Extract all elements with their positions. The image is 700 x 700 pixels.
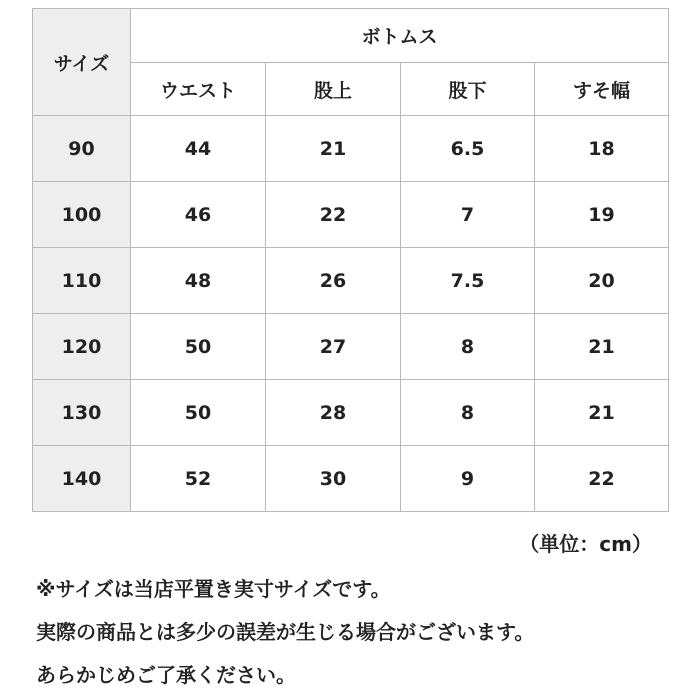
table-row bbox=[33, 314, 669, 380]
note-line: 実際の商品とは多少の誤差が生じる場合がございます。 bbox=[36, 620, 535, 644]
hem-width-cell: 20 bbox=[535, 248, 669, 314]
inseam-cell: 9 bbox=[401, 446, 535, 512]
table-row bbox=[33, 446, 669, 512]
inseam-cell: 7 bbox=[401, 182, 535, 248]
inseam-cell: 8 bbox=[401, 380, 535, 446]
column-header-rise: 股上 bbox=[266, 63, 401, 116]
size-cell: 100 bbox=[33, 182, 131, 248]
inseam-cell: 7.5 bbox=[401, 248, 535, 314]
waist-cell: 50 bbox=[131, 314, 266, 380]
size-header: サイズ bbox=[33, 9, 131, 116]
rise-cell: 22 bbox=[266, 182, 401, 248]
table-row bbox=[33, 380, 669, 446]
hem-width-cell: 21 bbox=[535, 314, 669, 380]
table-row bbox=[33, 248, 669, 314]
column-header-inseam: 股下 bbox=[401, 63, 535, 116]
notes-block bbox=[36, 568, 534, 697]
hem-width-cell: 22 bbox=[535, 446, 669, 512]
table-row bbox=[33, 182, 669, 248]
column-header-hem-width: すそ幅 bbox=[535, 63, 669, 116]
unit-note: （単位：cm） bbox=[519, 532, 652, 556]
inseam-cell: 6.5 bbox=[401, 116, 535, 182]
rise-cell: 28 bbox=[266, 380, 401, 446]
waist-cell: 46 bbox=[131, 182, 266, 248]
waist-cell: 52 bbox=[131, 446, 266, 512]
rise-cell: 27 bbox=[266, 314, 401, 380]
rise-cell: 21 bbox=[266, 116, 401, 182]
rise-cell: 26 bbox=[266, 248, 401, 314]
size-cell: 120 bbox=[33, 314, 131, 380]
size-cell: 140 bbox=[33, 446, 131, 512]
bottoms-header: ボトムス bbox=[131, 9, 669, 63]
hem-width-cell: 18 bbox=[535, 116, 669, 182]
size-cell: 130 bbox=[33, 380, 131, 446]
note-line: あらかじめご了承ください。 bbox=[36, 663, 296, 687]
size-table bbox=[32, 8, 669, 512]
size-cell: 90 bbox=[33, 116, 131, 182]
rise-cell: 30 bbox=[266, 446, 401, 512]
column-header-waist: ウエスト bbox=[131, 63, 266, 116]
inseam-cell: 8 bbox=[401, 314, 535, 380]
table-row bbox=[33, 116, 669, 182]
waist-cell: 50 bbox=[131, 380, 266, 446]
note-line: ※サイズは当店平置き実寸サイズです。 bbox=[36, 577, 391, 601]
hem-width-cell: 21 bbox=[535, 380, 669, 446]
waist-cell: 44 bbox=[131, 116, 266, 182]
size-cell: 110 bbox=[33, 248, 131, 314]
waist-cell: 48 bbox=[131, 248, 266, 314]
hem-width-cell: 19 bbox=[535, 182, 669, 248]
